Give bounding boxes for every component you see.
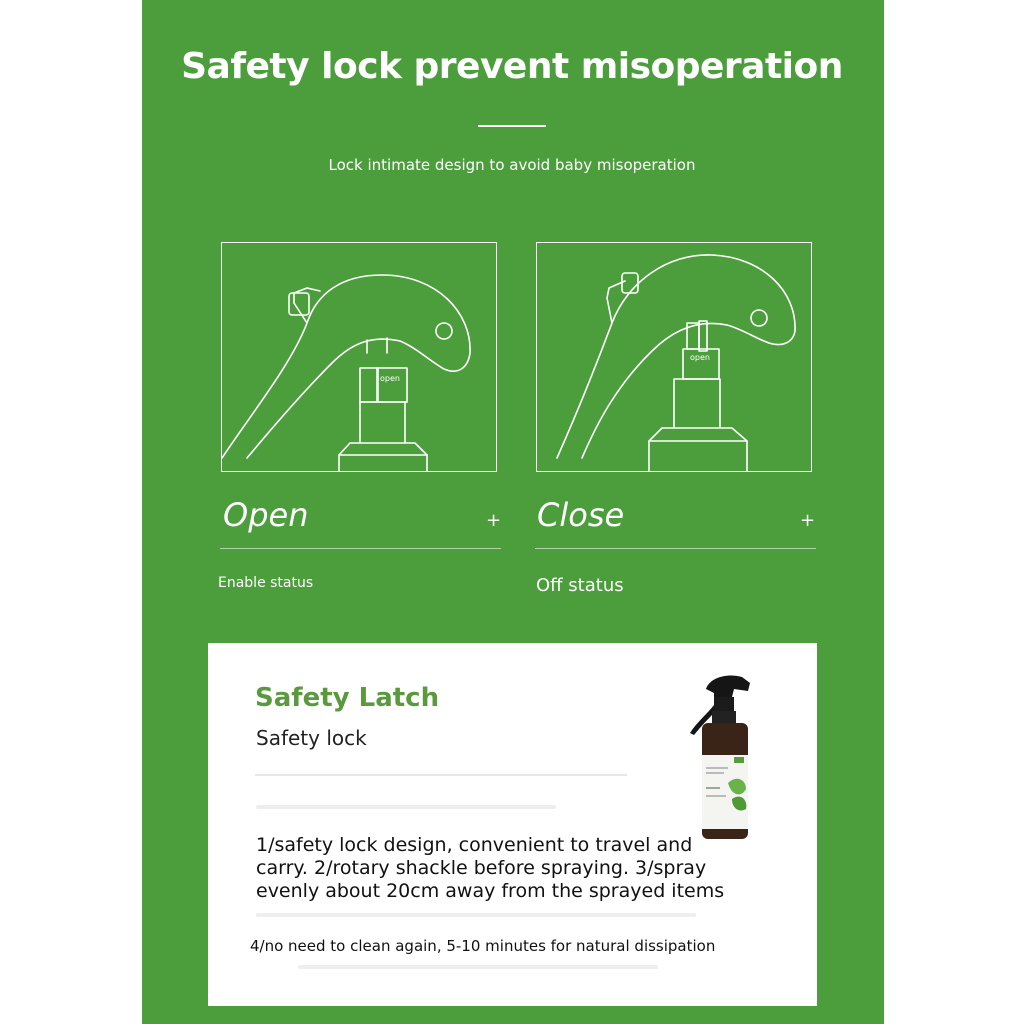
close-plus-icon: + bbox=[800, 510, 816, 531]
page-subtitle: Lock intimate design to avoid baby misoperation bbox=[328, 156, 696, 174]
card-divider bbox=[255, 774, 627, 776]
page-title: Safety lock prevent misoperation bbox=[181, 46, 843, 87]
faint-text-line bbox=[256, 805, 556, 809]
faint-text-line bbox=[256, 913, 696, 917]
title-divider bbox=[478, 125, 546, 127]
card-note-text: 4/no need to clean again, 5-10 minutes for natural dissipation bbox=[250, 937, 716, 955]
safety-latch-card bbox=[208, 643, 817, 1006]
open-plus-icon: + bbox=[486, 510, 502, 531]
open-tag: open bbox=[690, 353, 710, 362]
spray-bottle-image bbox=[688, 671, 768, 841]
card-body-text: 1/safety lock design, convenient to travel and carry. 2/rotary shackle before spraying. 3/spray evenly about 20cm away from the sprayed items bbox=[256, 834, 725, 902]
off-status-text: Off status bbox=[536, 575, 624, 596]
open-tag: open bbox=[380, 374, 400, 383]
close-divider bbox=[535, 548, 816, 549]
enable-status-text: Enable status bbox=[218, 575, 314, 591]
close-state-diagram bbox=[536, 242, 812, 472]
close-label: Close bbox=[537, 496, 625, 534]
card-heading: Safety Latch bbox=[255, 683, 440, 713]
open-state-diagram bbox=[221, 242, 497, 472]
spray-trigger-closed-icon bbox=[537, 243, 811, 471]
open-divider bbox=[220, 548, 501, 549]
open-label: Open bbox=[223, 496, 309, 534]
faint-text-line bbox=[298, 965, 658, 969]
card-subheading: Safety lock bbox=[256, 726, 367, 750]
spray-trigger-open-icon bbox=[222, 243, 496, 471]
